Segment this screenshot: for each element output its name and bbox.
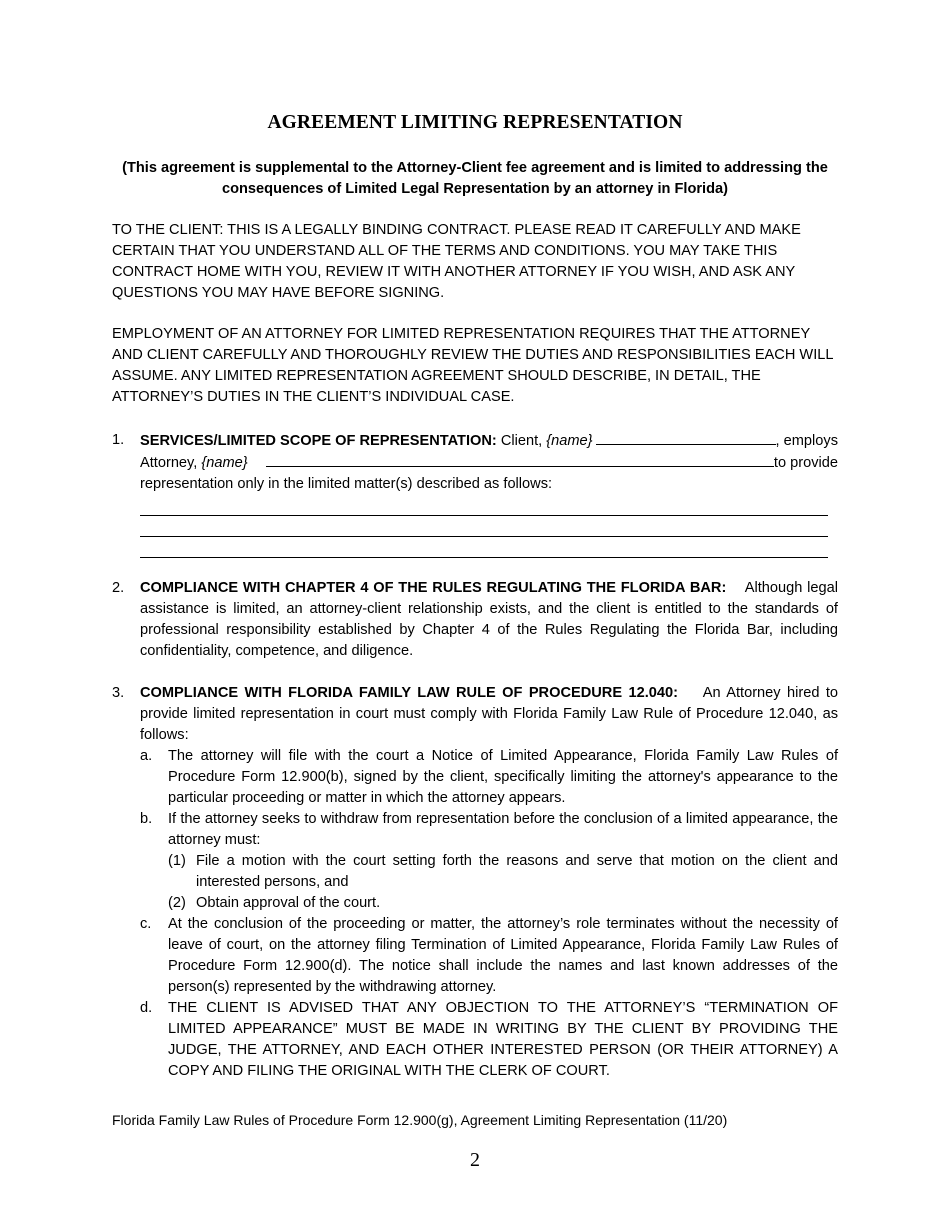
sub-item-text: Obtain approval of the court. — [196, 895, 381, 911]
client-name-placeholder: {name} — [546, 433, 593, 449]
sub-item-1 — [168, 851, 838, 893]
section-3-text: An Attorney hired to provide limited representation in court must comply with Florida Family Law Rule of Procedure 12.040, as follows: — [140, 685, 839, 743]
sub-item-2 — [168, 893, 838, 914]
list-item-d — [140, 998, 838, 1082]
employs-text: , employs — [775, 433, 838, 449]
page-number: 2 — [470, 1149, 480, 1171]
section-1-number: 1. — [112, 432, 125, 448]
list-item-c — [140, 914, 838, 998]
list-item-text: THE CLIENT IS ADVISED THAT ANY OBJECTION TO THE ATTORNEY’S “TERMINATION OF LIMITED APPEARANCE” MUST BE MADE IN WRITING BY THE CLIENT BY PROVIDING THE JUDGE, THE ATTORNEY, AND EACH OTHER INTERESTED PERSON (OR THEIR ATTORNEY) A COPY AND FILING THE ORIGINAL WITH THE CLERK OF COURT. — [168, 1000, 838, 1079]
list-item-label: c. — [140, 916, 152, 932]
to-provide-text: to provide — [773, 455, 838, 471]
section-1-line-client — [140, 430, 838, 452]
attorney-label: Attorney, — [140, 455, 198, 471]
sub-item-label: (2) — [168, 895, 186, 911]
attorney-name-placeholder: {name} — [201, 455, 248, 471]
sub-item-text: File a motion with the court setting forth the reasons and serve that motion on the client and interested persons, and — [196, 853, 838, 890]
list-item-label: d. — [140, 1000, 153, 1016]
document-title: AGREEMENT LIMITING REPRESENTATION — [267, 112, 683, 133]
list-item-text: The attorney will file with the court a Notice of Limited Appearance, Florida Family Law Rules of Procedure Form 12.900(b), signed by the client, specifically limiting the attorney's appearance to the particular proceeding or matter in which the attorney appears. — [168, 748, 838, 806]
section-2 — [112, 578, 838, 662]
section-1 — [112, 430, 838, 558]
section-1-line-representation: representation only in the limited matter(s) described as follows: — [140, 476, 553, 492]
document-subtitle: (This agreement is supplemental to the Attorney-Client fee agreement and is limited to addressing the consequences of Limited Legal Representation by an attorney in Florida) — [122, 160, 828, 197]
matter-description-line[interactable] — [140, 516, 828, 537]
client-name-field[interactable] — [596, 430, 776, 445]
section-2-heading: COMPLIANCE WITH CHAPTER 4 OF THE RULES REGULATING THE FLORIDA BAR: — [140, 580, 727, 596]
section-2-number: 2. — [112, 580, 125, 596]
form-reference-footer: Florida Family Law Rules of Procedure Form 12.900(g), Agreement Limiting Representation (11/20) — [112, 1112, 728, 1128]
matter-description-line[interactable] — [140, 495, 828, 516]
client-notice: TO THE CLIENT: THIS IS A LEGALLY BINDING CONTRACT. PLEASE READ IT CAREFULLY AND MAKE CERTAIN THAT YOU UNDERSTAND ALL OF THE TERMS AND CONDITIONS. YOU MAY TAKE THIS CONTRACT HOME WITH YOU, REVIEW IT WITH ANOTHER ATTORNEY IF YOU WISH, AND ASK ANY QUESTIONS YOU MAY HAVE BEFORE SIGNING. — [112, 222, 801, 301]
list-item-b — [140, 809, 838, 914]
section-3-heading: COMPLIANCE WITH FLORIDA FAMILY LAW RULE OF PROCEDURE 12.040: — [140, 685, 678, 701]
list-item-text: At the conclusion of the proceeding or matter, the attorney’s role terminates without the necessity of leave of court, on the attorney filing Termination of Limited Appearance, Florida Family Law Rules of Procedure Form 12.900(d). The notice shall include the names and last known addresses of the person(s) represented by the withdrawing attorney. — [168, 916, 838, 995]
section-3-number: 3. — [112, 685, 125, 701]
list-item-text: If the attorney seeks to withdraw from representation before the conclusion of a limited appearance, the attorney must: — [168, 811, 838, 848]
list-item-label: a. — [140, 748, 153, 764]
client-label: Client, — [500, 433, 543, 449]
section-3 — [112, 683, 838, 1082]
matter-description-line[interactable] — [140, 537, 828, 558]
employment-notice: EMPLOYMENT OF AN ATTORNEY FOR LIMITED REPRESENTATION REQUIRES THAT THE ATTORNEY AND CLIENT CAREFULLY AND THOROUGHLY REVIEW THE DUTIES AND RESPONSIBILITIES EACH WILL ASSUME. ANY LIMITED REPRESENTATION AGREEMENT SHOULD DESCRIBE, IN DETAIL, THE ATTORNEY’S DUTIES IN THE CLIENT’S INDIVIDUAL CASE. — [112, 326, 833, 405]
section-1-heading: SERVICES/LIMITED SCOPE OF REPRESENTATION: — [140, 433, 497, 449]
list-item-a — [140, 746, 838, 809]
attorney-name-field[interactable] — [266, 452, 774, 467]
sub-item-label: (1) — [168, 853, 186, 869]
list-item-label: b. — [140, 811, 153, 827]
section-1-line-attorney — [140, 452, 838, 474]
section-2-text: Although legal assistance is limited, an attorney-client relationship exists, and the client is entitled to the standards of professional responsibility established by Chapter 4 of the Rules Regulating the Florida Bar, including confidentiality, competence, and diligence. — [140, 580, 838, 659]
